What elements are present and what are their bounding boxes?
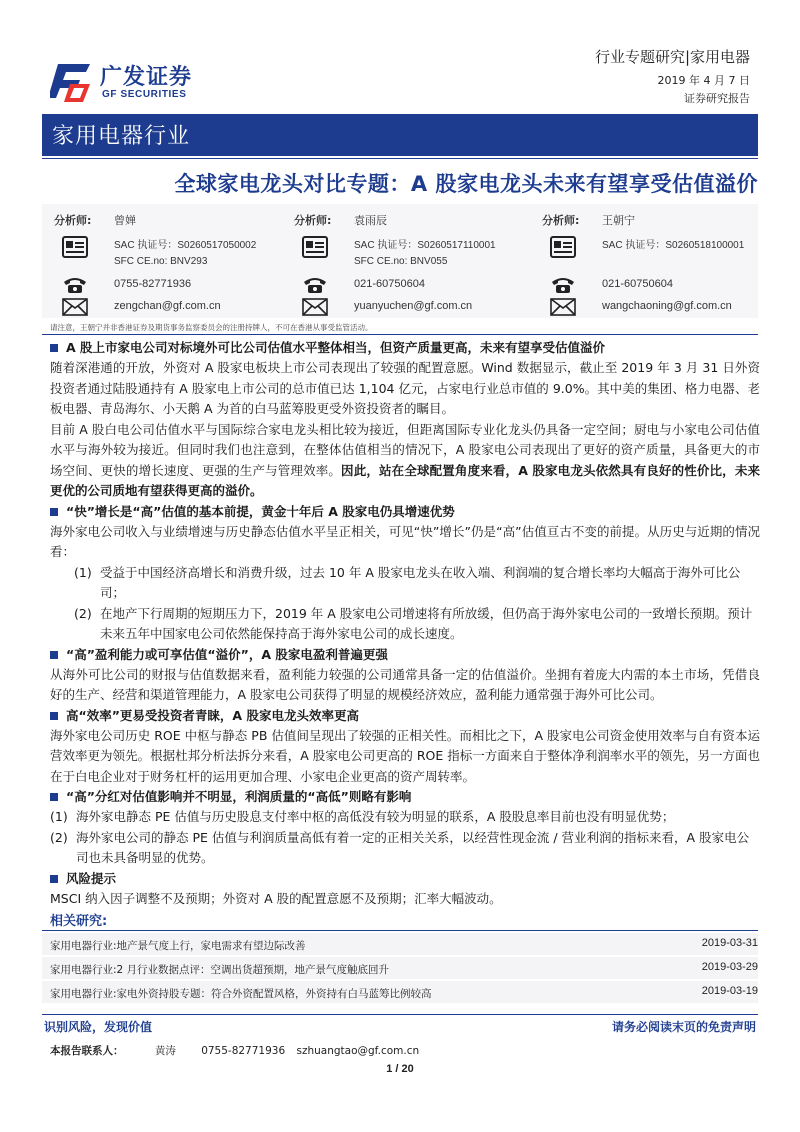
analyst-card [42, 204, 282, 318]
phone-icon [62, 276, 88, 294]
analyst-phone: 0755-82771936 [114, 278, 192, 290]
list-number: (2) [50, 829, 68, 845]
report-contact [50, 1043, 427, 1058]
analyst-sac: SAC 执证号：S0260517110001 [354, 240, 496, 251]
id-card-icon [550, 236, 576, 258]
report-title: 全球家电龙头对比专题：A 股家电龙头未来有望享受估值溢价 [174, 172, 758, 196]
email-icon [550, 298, 576, 316]
analyst-email[interactable]: zengchan@gf.com.cn [114, 300, 221, 312]
industry-banner [42, 114, 758, 156]
list-text: 在地产下行周期的短期压力下，2019 年 A 股家电公司增速将有所放缓，但仍高于海外家电公司的一致增长预期。预计未来五年中国家电公司依然能保持高于海外家电公司的成长速度。 [100, 605, 753, 641]
report-type: 证券研究报告 [684, 92, 750, 105]
analyst-sfc: SFC CE.no: BNV055 [354, 256, 448, 267]
analyst-phone: 021-60750604 [602, 278, 673, 290]
contact-label: 本报告联系人： [50, 1045, 124, 1057]
analyst-name: 袁雨辰 [354, 214, 387, 227]
related-item-date: 2019-03-29 [701, 961, 758, 973]
analyst-email[interactable]: yuanyuchen@gf.com.cn [354, 300, 473, 312]
analyst-card [282, 204, 522, 318]
related-item[interactable] [42, 957, 758, 980]
analyst-email[interactable]: wangchaoning@gf.com.cn [602, 300, 732, 312]
contact-name: 黄涛 [154, 1045, 176, 1057]
list-text: 海外家电公司的静态 PE 估值与利润质量高低有着一定的正相关关系，以经营性现金流 / 营业利润的指标来看，A 股家电公司也未具备明显的优势。 [76, 829, 750, 865]
list-number: (1) [50, 809, 68, 824]
analyst-sac: SAC 执证号：S0260518100001 [602, 240, 745, 251]
phone-icon [302, 276, 328, 294]
list-item [50, 807, 760, 828]
analyst-label: 分析师: [294, 214, 332, 227]
email-icon [302, 298, 328, 316]
footer-divider [42, 1014, 758, 1015]
gf-logo [50, 58, 220, 104]
section-heading: “高”盈利能力或可享估值“溢价”，A 股家电盈利普遍更强 [50, 645, 760, 665]
brand-name-cn: 广发证券 [100, 65, 193, 90]
footer-disclaimer: 请务必阅读末页的免责声明 [611, 1020, 756, 1034]
analyst-name: 曾婵 [114, 214, 136, 227]
note-divider [42, 334, 758, 335]
paragraph: 海外家电公司历史 ROE 中枢与静态 PB 估值间呈现出了较强的正相关性。而相比之下，A 股家电公司资金使用效率与自有资本运营效率更为领先。根据杜邦分析法拆分来看，A 股家电公司更高的 ROE 指标一方面来自于整体净利润率水平的领先，另一方面也在于白电企业对于财务杠杆的运用更加合理、小家电企业更高的资产周转率。 [50, 727, 760, 784]
list-item [50, 604, 760, 645]
analyst-sac: SAC 执证号：S0260517050002 [114, 240, 257, 251]
list-number: (1) [74, 564, 92, 580]
related-divider [42, 930, 758, 931]
banner-divider [42, 158, 758, 159]
industry-name: 家用电器行业 [52, 124, 191, 149]
contact-phone: 0755-82771936 [201, 1045, 286, 1057]
related-item[interactable] [42, 981, 758, 1004]
report-date: 2019 年 4 月 7 日 [657, 74, 750, 87]
list-text: 受益于中国经济高增长和消费升级，过去 10 年 A 股家电龙头在收入端、利润端的复合增长率均大幅高于海外可比公司； [100, 564, 741, 600]
paragraph: 随着深港通的开放，外资对 A 股家电板块上市公司表现出了较强的配置意愿。Wind 数据显示，截止至 2019 年 3 月 31 日外资投资者通过陆股通持有 A 股家电上市公司的总市值已达 1,104 亿元，占家电行业总市值的 9.0%。其中美的集团、格力电器、老板电器、青岛海尔、小天鹅 A 为首的白马蓝筹股更受外资投资者的瞩目。 [50, 360, 760, 416]
paragraph: 从海外可比公司的财报与估值数据来看，盈利能力较强的公司通常具备一定的估值溢价。坐拥有着庞大内需的本土市场，凭借良好的生产、经营和渠道管理能力，A 股家电公司获得了明显的规模经济效应，盈利能力通常强于海外可比公司。 [50, 666, 760, 702]
id-card-icon [62, 236, 88, 258]
analyst-sfc: SFC CE.no: BNV293 [114, 256, 208, 267]
list-item [50, 828, 760, 869]
paragraph-text: 目前 A 股白电公司估值水平与国际综合家电龙头相比较为接近，但距离国际专业化龙头仍具备一定空间；厨电与小家电公司估值水平与海外较为接近。但同时我们也注意到，在整体估值相当的情况下，A 股家电公司表现出了更好的资产质量，具备更大的市场空间、更快的增长速度、更强的生产与管理效率。 [50, 421, 760, 478]
footer-slogan: 识别风险，发现价值 [44, 1020, 153, 1034]
paragraph [50, 420, 760, 502]
analyst-label: 分析师: [54, 214, 92, 227]
report-category: 行业专题研究|家用电器 [594, 48, 750, 66]
section-heading: “高”分红对估值影响并不明显，利润质量的“高低”则略有影响 [50, 787, 760, 807]
section-heading: A 股上市家电公司对标境外可比公司估值水平整体相当，但资产质量更高，未来有望享受估值溢价 [50, 338, 760, 358]
analyst-phone: 021-60750604 [354, 278, 425, 290]
compliance-note: 请注意，王朝宁并非香港证券及期货事务监察委员会的注册持牌人，不可在香港从事受监管活动。 [50, 323, 373, 332]
phone-icon [550, 276, 576, 294]
report-body [50, 338, 760, 909]
contact-email[interactable]: szhuangtao@gf.com.cn [296, 1045, 420, 1057]
brand-name-en: GF SECURITIES [102, 89, 187, 100]
gf-logo-mark-icon [50, 58, 96, 104]
paragraph: MSCI 纳入因子调整不及预期；外资对 A 股的配置意愿不及预期；汇率大幅波动。 [50, 890, 502, 906]
related-item-title[interactable]: 家用电器行业:2 月行业数据点评：空调出货超预期，地产景气度触底回升 [50, 964, 390, 976]
paragraph-emphasis: 因此，站在全球配置角度来看，A 股家电龙头依然具有良好的性价比，未来更优的公司质地有望获得更高的溢价。 [50, 462, 760, 498]
email-icon [62, 298, 88, 316]
analyst-label: 分析师: [542, 214, 580, 227]
analyst-card [530, 204, 770, 318]
section-heading: 风险提示 [50, 869, 760, 889]
list-item [50, 563, 760, 604]
page-number: 1 / 20 [386, 1063, 414, 1075]
list-text: 海外家电静态 PE 估值与历史股息支付率中枢的高低没有较为明显的联系，A 股股息率目前也没有明显优势； [76, 809, 675, 824]
section-heading: “快”增长是“高”估值的基本前提，黄金十年后 A 股家电仍具增速优势 [50, 502, 760, 522]
related-item[interactable] [42, 933, 758, 956]
related-research-title: 相关研究: [50, 914, 108, 929]
related-item-title[interactable]: 家用电器行业:家电外资持股专题：符合外资配置风格，外资持有白马蓝筹比例较高 [50, 988, 432, 1000]
related-item-date: 2019-03-31 [701, 937, 758, 949]
section-heading: 高“效率”更易受投资者青睐，A 股家电龙头效率更高 [50, 706, 760, 726]
related-item-date: 2019-03-19 [701, 985, 758, 997]
id-card-icon [302, 236, 328, 258]
paragraph: 海外家电公司收入与业绩增速与历史静态估值水平呈正相关，可见“快”增长”仍是“高”估值亘古不变的前提。从历史与近期的情况看： [50, 523, 760, 559]
related-item-title[interactable]: 家用电器行业:地产景气度上行，家电需求有望边际改善 [50, 940, 306, 952]
list-number: (2) [74, 605, 92, 621]
analyst-name: 王朝宁 [602, 214, 635, 227]
